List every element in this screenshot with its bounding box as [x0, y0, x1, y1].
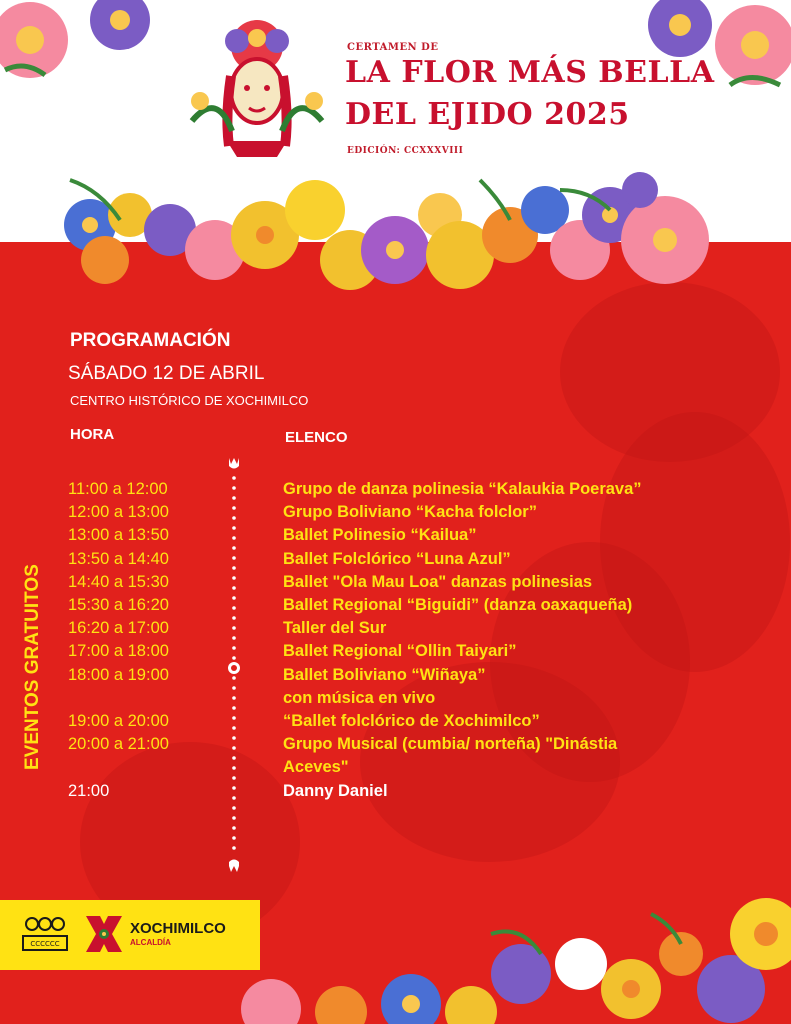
schedule-act: Grupo Musical (cumbia/ norteña) "Dinástia	[283, 735, 618, 754]
timeline-dot	[232, 816, 236, 820]
schedule-time: 19:00 a 20:00	[68, 712, 169, 730]
schedule-act: Ballet Polinesio “Kailua”	[283, 526, 477, 545]
timeline-dot	[232, 606, 236, 610]
emblem-text: CCCCCC	[30, 940, 60, 948]
schedule-time: 13:00 a 13:50	[68, 526, 169, 545]
column-header-time: HORA	[70, 426, 115, 443]
timeline-dot	[232, 546, 236, 550]
column-header-cast: ELENCO	[285, 429, 348, 446]
schedule-act: con música en vivo	[283, 688, 436, 707]
timeline-dot	[232, 736, 236, 740]
timeline-dot	[232, 496, 236, 500]
program-place: CENTRO HISTÓRICO DE XOCHIMILCO	[70, 393, 309, 408]
title-line-1: LA FLOR MÁS BELLA	[345, 55, 715, 90]
timeline-dot	[232, 626, 236, 630]
timeline-dot	[232, 586, 236, 590]
schedule-time: 14:40 a 15:30	[68, 572, 169, 591]
footer-brand-name: XOCHIMILCO	[130, 920, 226, 937]
timeline-dot	[232, 596, 236, 600]
timeline-dot	[232, 756, 236, 760]
program-date: SÁBADO 12 DE ABRIL	[68, 363, 265, 384]
timeline-dot	[232, 706, 236, 710]
flower-garland	[64, 172, 709, 290]
timeline-dot	[232, 616, 236, 620]
tulip-icon	[229, 458, 239, 469]
timeline-dot	[232, 636, 236, 640]
xochimilco-logo-icon	[82, 912, 126, 956]
timeline-dot	[232, 566, 236, 570]
timeline-dot	[232, 476, 236, 480]
schedule-act: Ballet Regional “Biguidi” (danza oaxaqueña)	[283, 596, 633, 614]
schedule-time: 15:30 a 16:20	[68, 596, 169, 614]
timeline-dot	[232, 516, 236, 520]
timeline-dot	[232, 536, 236, 540]
event-title	[345, 40, 715, 170]
schedule-act: Taller del Sur	[283, 619, 387, 638]
free-events-label: EVENTOS GRATUITOS	[22, 564, 43, 770]
schedule-act: “Ballet folclórico de Xochimilco”	[283, 712, 540, 730]
timeline-dot	[232, 726, 236, 730]
schedule-time: 11:00 a 12:00	[68, 480, 168, 498]
timeline-dot	[232, 486, 236, 490]
timeline-dot	[232, 786, 236, 790]
tulip-icon	[229, 860, 239, 873]
flower-queen-logo	[182, 16, 332, 166]
alcaldia-emblem-icon	[20, 914, 70, 954]
timeline-dot	[232, 826, 236, 830]
timeline-dot	[232, 676, 236, 680]
footer-brand-sub: ALCALDÍA	[130, 938, 171, 947]
schedule-time: 12:00 a 13:00	[68, 503, 169, 522]
schedule-act: Grupo Boliviano “Kacha folclor”	[283, 503, 537, 522]
schedule-time: 18:00 a 19:00	[68, 665, 169, 684]
timeline-dot	[232, 646, 236, 650]
timeline-dot	[232, 556, 236, 560]
timeline-divider	[224, 456, 244, 876]
title-certamen: CERTAMEN DE	[347, 42, 439, 53]
schedule-time: 16:20 a 17:00	[68, 619, 169, 638]
timeline-dot	[232, 846, 236, 850]
title-edition: EDICIÓN: CCXXXVIII	[347, 146, 464, 156]
timeline-dot	[232, 686, 236, 690]
schedule-act: Ballet Boliviano “Wiñaya”	[283, 665, 486, 684]
schedule-act: Danny Daniel	[283, 781, 388, 800]
schedule-act: Ballet "Ola Mau Loa" danzas polinesias	[283, 572, 593, 591]
timeline-dot	[232, 716, 236, 720]
schedule-time: 21:00	[68, 781, 110, 800]
flower-decoration-bottom	[231, 894, 791, 1024]
schedule-time: 20:00 a 21:00	[68, 735, 169, 754]
sun-icon	[228, 662, 240, 674]
schedule-act: Ballet Regional “Ollin Taiyari”	[283, 642, 517, 661]
program-heading: PROGRAMACIÓN	[70, 330, 231, 351]
schedule-time: 17:00 a 18:00	[68, 642, 169, 661]
timeline-dot	[232, 766, 236, 770]
schedule-act: Ballet Folclórico “Luna Azul”	[283, 549, 511, 568]
title-line-2: DEL EJIDO 2025	[345, 97, 630, 132]
schedule-time: 13:50 a 14:40	[68, 549, 169, 568]
timeline-dot	[232, 796, 236, 800]
timeline-dot	[232, 836, 236, 840]
schedule-act: Aceves"	[283, 758, 349, 777]
timeline-dot	[232, 776, 236, 780]
timeline-dot	[232, 656, 236, 660]
timeline-dot	[232, 696, 236, 700]
timeline-dot	[232, 576, 236, 580]
timeline-dot	[232, 806, 236, 810]
schedule-act: Grupo de danza polinesia “Kalaukia Poerava”	[283, 480, 642, 498]
timeline-dot	[232, 746, 236, 750]
timeline-dot	[232, 506, 236, 510]
timeline-dot	[232, 526, 236, 530]
